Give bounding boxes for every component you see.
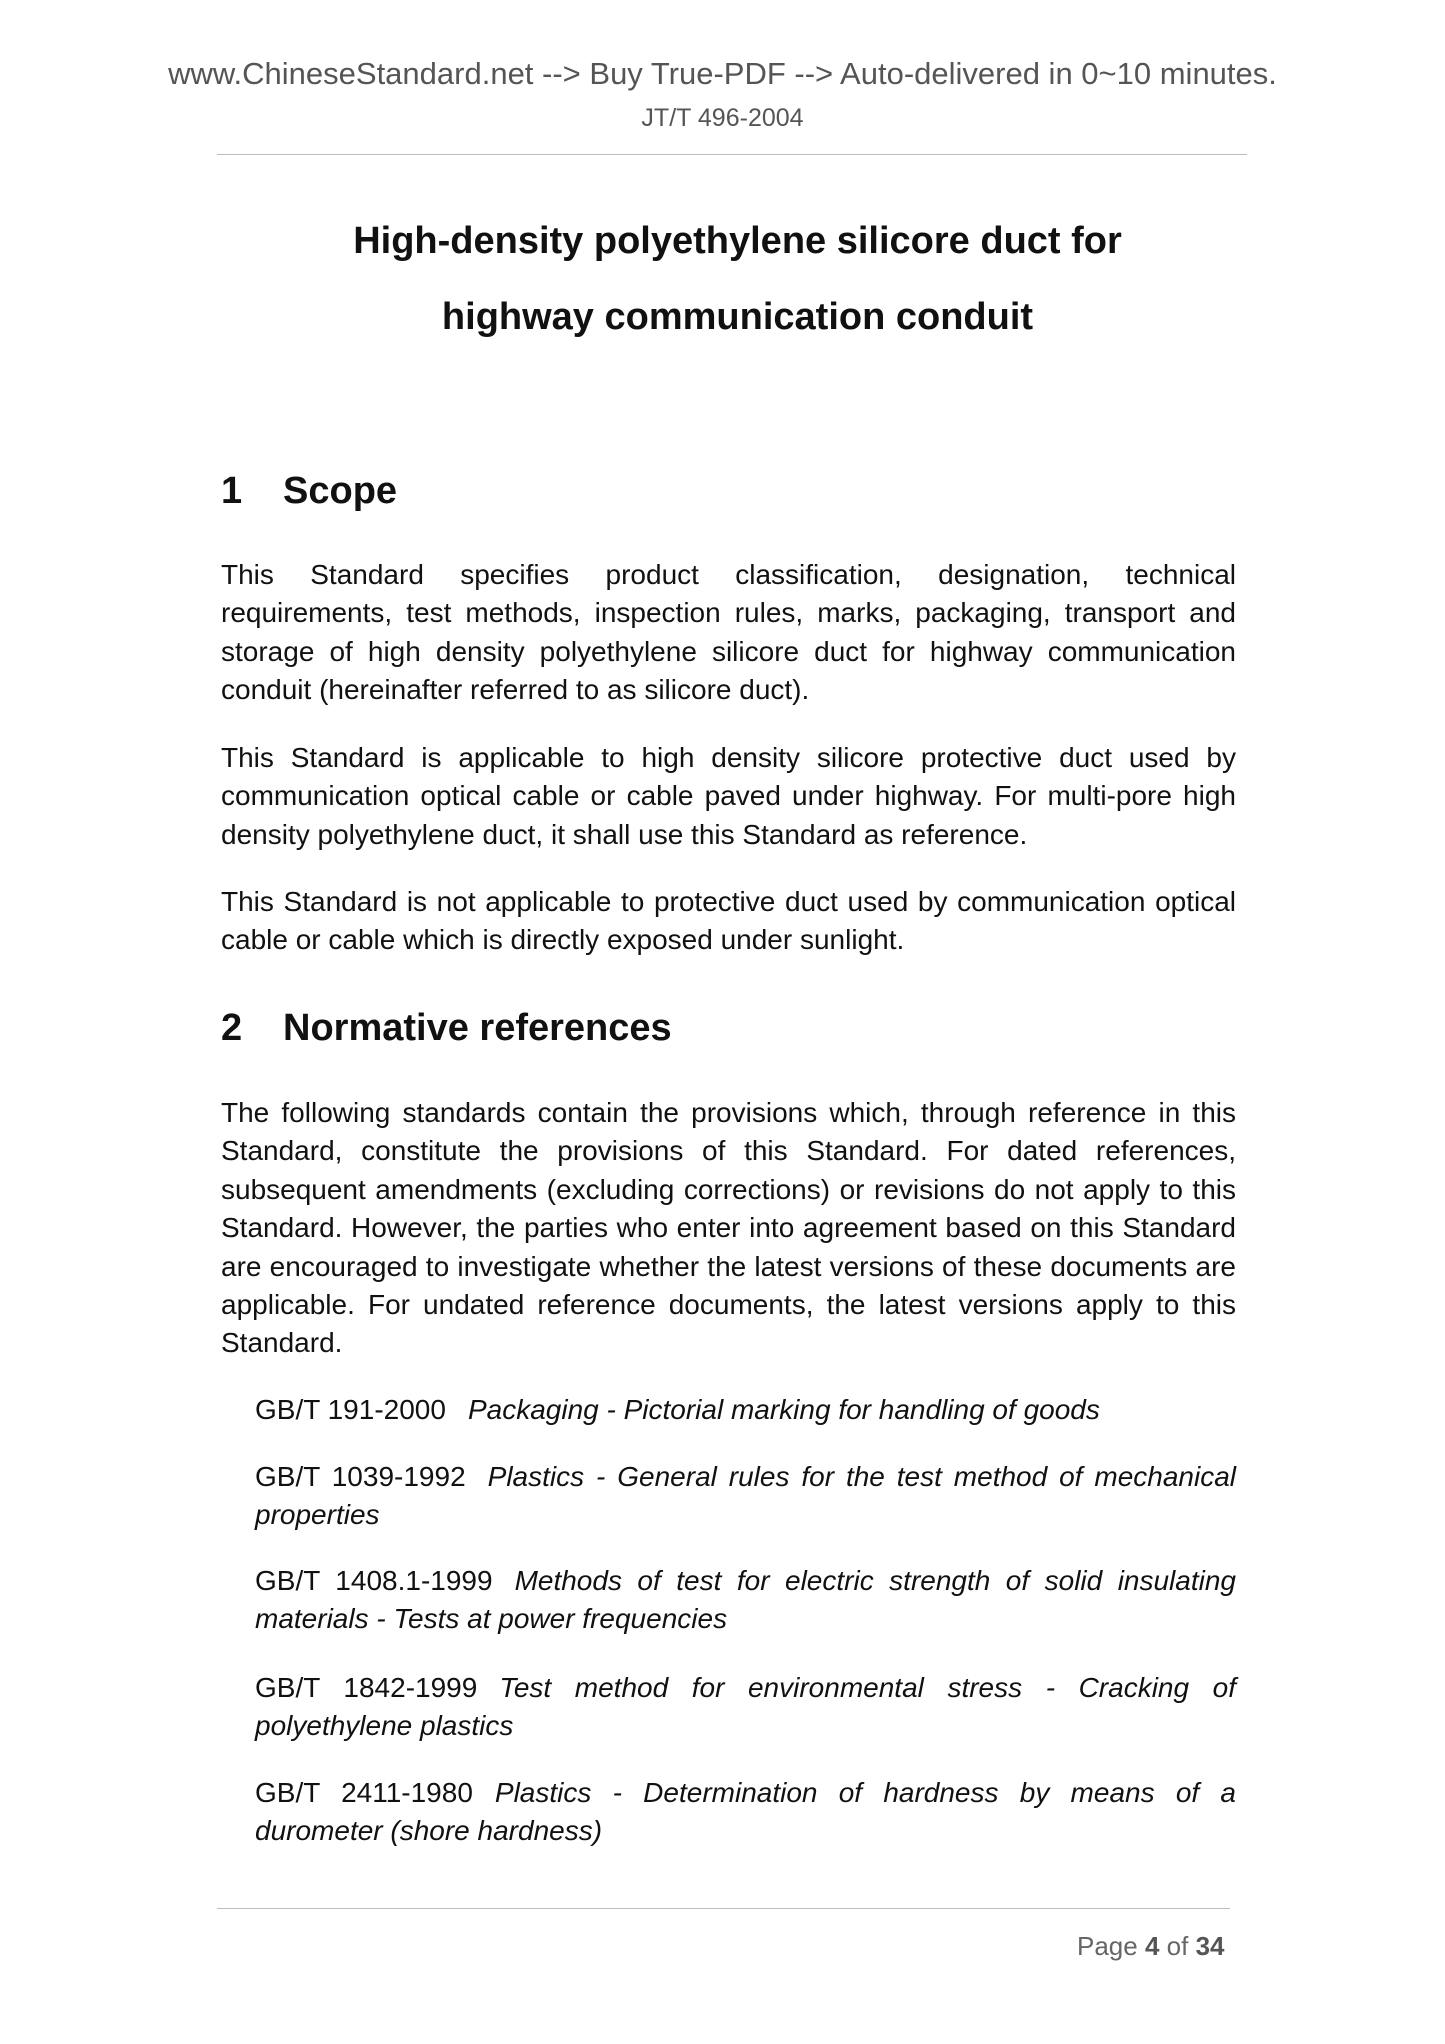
reference-code: GB/T 2411-1980	[255, 1777, 473, 1808]
section-title: Normative references	[283, 1007, 672, 1049]
standard-code: JT/T 496-2004	[641, 104, 804, 132]
reference-item	[255, 1562, 1236, 1639]
header-divider	[217, 154, 1247, 155]
section-title: Scope	[283, 470, 398, 512]
reference-code: GB/T 1408.1-1999	[255, 1565, 493, 1596]
reference-item	[255, 1391, 1236, 1429]
reference-item	[255, 1774, 1236, 1851]
reference-title: Methods of test for electric strength of solid insulating materials - Tests at power frequencies	[255, 1565, 1236, 1635]
reference-code: GB/T 191-2000	[255, 1394, 446, 1425]
site-banner: www.ChineseStandard.net --> Buy True-PDF --> Auto-delivered in 0~10 minutes.	[168, 56, 1277, 91]
current-page: 4	[1144, 1931, 1160, 1961]
reference-code: GB/T 1842-1999	[255, 1672, 478, 1703]
page-number	[1077, 1933, 1225, 1959]
document-title-line-1: High-density polyethylene silicore duct for	[353, 220, 1122, 262]
footer-divider	[217, 1908, 1230, 1909]
section-number: 2	[221, 1007, 243, 1049]
reference-title: Plastics - Determination of hardness by means of a durometer (shore hardness)	[255, 1777, 1237, 1847]
document-title-line-2: highway communication conduit	[441, 296, 1034, 338]
reference-title: Test method for environmental stress - Cracking of polyethylene plastics	[255, 1672, 1236, 1742]
reference-title: Plastics - General rules for the test method of mechanical properties	[255, 1461, 1236, 1531]
page-label: Page	[1077, 1931, 1138, 1961]
section-number: 1	[221, 470, 243, 512]
total-pages: 34	[1195, 1931, 1225, 1961]
scope-paragraph: This Standard is not applicable to protective duct used by communication optical cable or cable which is directly exposed under sunlight.	[221, 886, 1236, 956]
reference-item	[255, 1458, 1236, 1535]
section-heading-scope	[221, 472, 397, 510]
reference-title: Packaging - Pictorial marking for handling of goods	[467, 1394, 1100, 1425]
scope-paragraph: This Standard is applicable to high density silicore protective duct used by communication optical cable or cable paved under highway. For multi-pore high density polyethylene duct, it shall use this Standard as reference.	[221, 742, 1236, 850]
reference-code: GB/T 1039-1992	[255, 1461, 466, 1492]
page-of-label: of	[1166, 1931, 1189, 1961]
references-intro-paragraph: The following standards contain the provisions which, through reference in this Standard, constitute the provisions of this Standard. For dated references, subsequent amendments (excluding corrections) or revisions do not apply to this Standard. However, the parties who enter into agreement based on this Standard are encouraged to investigate whether the latest versions of these documents are applicable. For undated reference documents, the latest versions apply to this Standard.	[221, 1097, 1236, 1359]
reference-item	[255, 1669, 1236, 1746]
section-heading-normative-references	[221, 1009, 672, 1047]
scope-paragraph: This Standard specifies product classification, designation, technical requirements, test methods, inspection rules, marks, packaging, transport and storage of high density polyethylene silicore duct for highway communication conduit (hereinafter referred to as silicore duct).	[221, 559, 1236, 706]
